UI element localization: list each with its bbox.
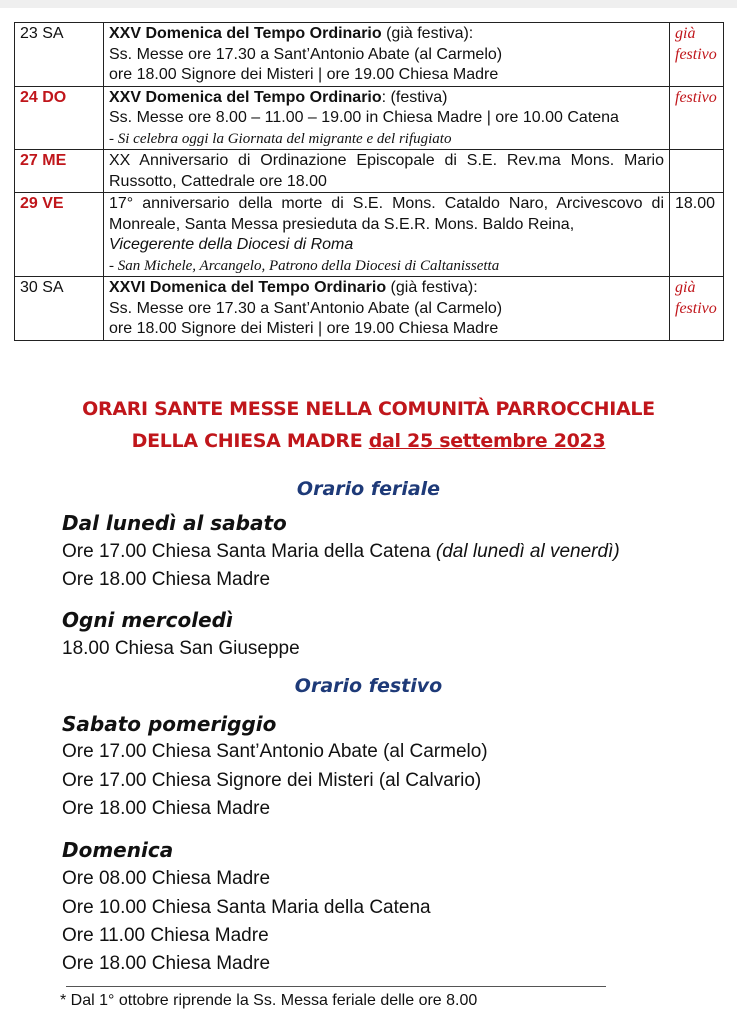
description-line — [109, 24, 664, 45]
schedule-heading-line2 — [0, 430, 737, 452]
celebration-name: XXV Domenica del Tempo Ordinario — [109, 25, 382, 42]
line-text: ore 18.00 Signore dei Misteri | ore 19.00 Chiesa Madre — [109, 66, 499, 83]
calendar-day: 24 DO — [15, 86, 104, 150]
description-line — [109, 65, 664, 86]
calendar-description — [104, 150, 670, 193]
line-text: Ss. Messe ore 17.30 a Sant’Antonio Abate (al Carmelo) — [109, 299, 503, 317]
observance-note: - San Michele, Arcangelo, Patrono della Diocesi di Caltanissetta — [109, 257, 500, 274]
mass-time-entry — [62, 541, 620, 563]
description-line — [109, 151, 664, 192]
description-line — [109, 299, 664, 320]
description-line — [109, 194, 664, 235]
entry-italic-note: (dal lunedì al venerdì) — [435, 541, 620, 562]
line-text: 17° anniversario della morte di S.E. Mons. Cataldo Naro, Arcivescovo di Monreale, Santa Messa presieduta da S.E.R. Mons. Baldo Reina, — [109, 195, 664, 233]
line-text: ore 18.00 Signore dei Misteri | ore 19.00 Chiesa Madre — [109, 320, 499, 337]
calendar-row — [15, 86, 724, 150]
calendar-status-note: festivo — [670, 86, 724, 150]
calendar-status-note: 18.00 — [670, 193, 724, 277]
mass-time-entry: Ore 17.00 Chiesa Sant’Antonio Abate (al Carmelo) — [62, 741, 488, 762]
line-text: : (festiva) — [381, 88, 448, 106]
line-italic-text: Vicegerente della Diocesi di Roma — [109, 236, 354, 253]
line-text: (già festiva): — [381, 25, 474, 42]
calendar-day: 27 ME — [15, 150, 104, 193]
mass-time-entry: Ore 08.00 Chiesa Madre — [62, 868, 271, 889]
group-title-feriale-0: Dal lunedì al sabato — [62, 511, 287, 535]
footnote: * Dal 1° ottobre riprende la Ss. Messa feriale delle ore 8.00 — [60, 992, 478, 1009]
group-title-festivo-0: Sabato pomeriggio — [62, 712, 277, 736]
description-line — [109, 235, 664, 256]
description-line — [109, 45, 664, 66]
description-line — [109, 88, 664, 109]
calendar-day: 30 SA — [15, 277, 104, 341]
calendar-description — [104, 23, 670, 87]
calendar-day: 23 SA — [15, 23, 104, 87]
mass-time-entry: Ore 17.00 Chiesa Signore dei Misteri (al Calvario) — [62, 770, 482, 791]
calendar-status-note — [670, 150, 724, 193]
entry-text: Ore 17.00 Chiesa Santa Maria della Catena — [62, 541, 436, 562]
celebration-name: XXVI Domenica del Tempo Ordinario — [109, 279, 387, 296]
top-strip — [0, 0, 737, 8]
calendar-description — [104, 86, 670, 150]
calendar-row — [15, 277, 724, 341]
description-line — [109, 278, 664, 299]
description-line — [109, 319, 664, 340]
mass-time-entry: Ore 10.00 Chiesa Santa Maria della Catena — [62, 897, 431, 918]
calendar-description — [104, 193, 670, 277]
schedule-heading-line1: ORARI SANTE MESSE NELLA COMUNITÀ PARROCCHIALE — [82, 398, 655, 420]
description-line — [109, 108, 664, 129]
calendar-status-note: già festivo — [670, 23, 724, 87]
line-text: Ss. Messe ore 17.30 a Sant’Antonio Abate (al Carmelo) — [109, 45, 503, 63]
calendar-row — [15, 150, 724, 193]
mass-time-entry: 18.00 Chiesa San Giuseppe — [62, 638, 300, 659]
celebration-name: XXV Domenica del Tempo Ordinario — [109, 88, 382, 106]
mass-time-entry: Ore 11.00 Chiesa Madre — [62, 925, 269, 946]
footnote-rule — [66, 986, 606, 987]
line-text: XX Anniversario di Ordinazione Episcopale di S.E. Rev.ma Mons. Mario Russotto, Cattedrale ore 18.00 — [109, 152, 664, 190]
calendar-description — [104, 277, 670, 341]
calendar-status-note: già festivo — [670, 277, 724, 341]
mass-time-entry: Ore 18.00 Chiesa Madre — [62, 953, 271, 974]
calendar-row — [15, 23, 724, 87]
calendar-row — [15, 193, 724, 277]
mass-time-entry: Ore 18.00 Chiesa Madre — [62, 569, 271, 590]
feriale-title: Orario feriale — [296, 478, 441, 500]
calendar-day: 29 VE — [15, 193, 104, 277]
line-text: Ss. Messe ore 8.00 – 11.00 – 19.00 in Chiesa Madre | ore 10.00 Catena — [109, 109, 619, 126]
mass-time-entry: Ore 18.00 Chiesa Madre — [62, 798, 271, 819]
observance-note: - Si celebra oggi la Giornata del migrante e del rifugiato — [109, 130, 452, 147]
group-title-festivo-1: Domenica — [62, 838, 174, 862]
heading-prefix: DELLA CHIESA MADRE — [131, 430, 369, 452]
festivo-title: Orario festivo — [294, 675, 443, 697]
heading-date: dal 25 settembre 2023 — [368, 430, 606, 452]
group-title-feriale-1: Ogni mercoledì — [62, 608, 233, 632]
calendar-table — [14, 22, 724, 341]
line-text: (già festiva): — [386, 279, 478, 296]
